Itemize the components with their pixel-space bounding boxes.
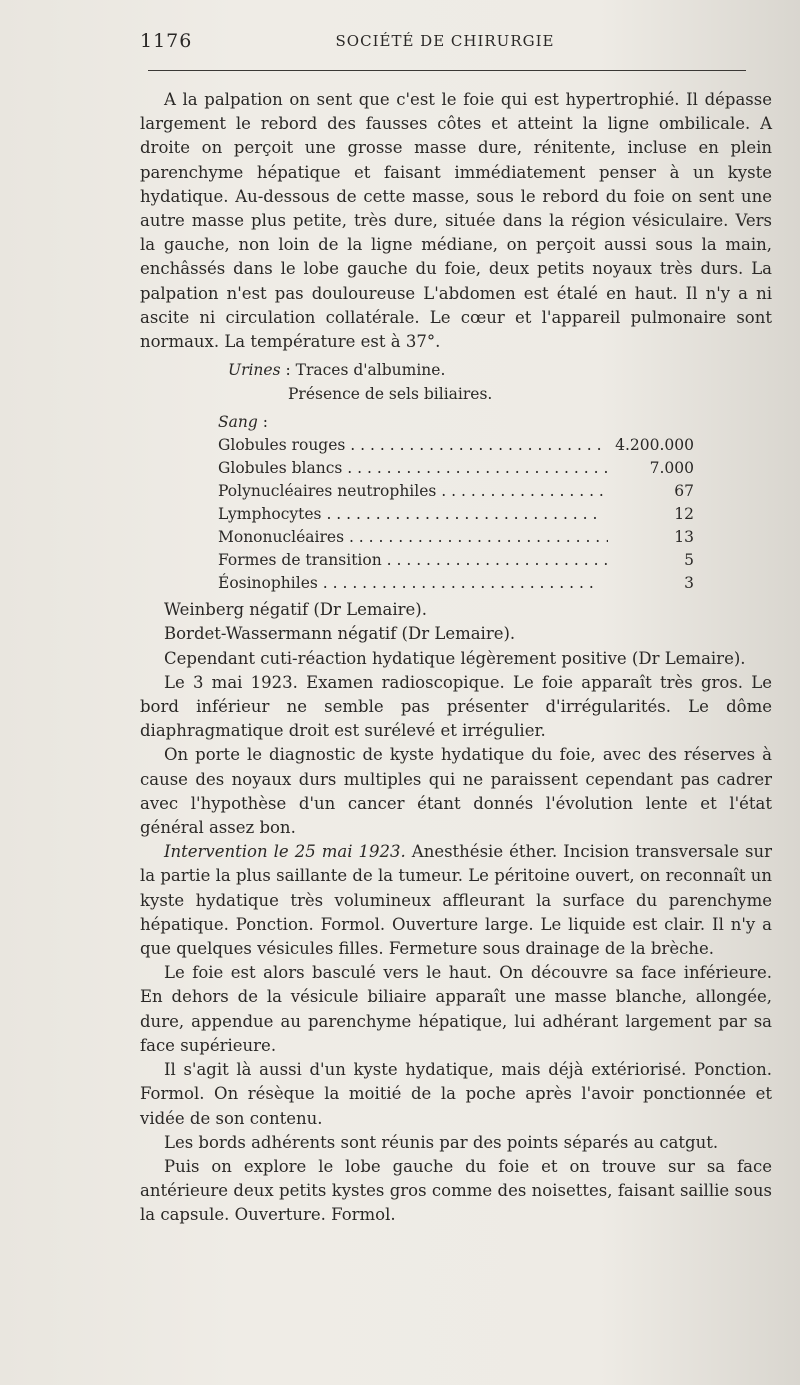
left-lobe-paragraph: Puis on explore le lobe gauche du foie et on trouve sur sa face antérieure deux petits kystes gros comme des noisettes, faisant saillie sous la capsule. Ouverture. Formol. xyxy=(140,1156,772,1225)
blood-table xyxy=(218,434,694,595)
cuti-paragraph: Cependant cuti-réaction hydatique légèrement positive (Dr Lemaire). xyxy=(164,648,746,668)
leader-dots xyxy=(344,528,608,546)
leader-dots xyxy=(436,482,608,500)
row-label: Mononucléaires xyxy=(218,528,345,547)
page-number: 1176 xyxy=(140,30,193,52)
row-label: Polynucléaires neutrophiles xyxy=(218,482,437,501)
table-row xyxy=(218,526,694,549)
sang-suffix: : xyxy=(257,413,268,432)
row-value: 5 xyxy=(684,551,694,570)
leader-dots xyxy=(382,551,608,569)
urines-line1: : Traces d'albumine. xyxy=(280,361,446,380)
row-label: Formes de transition xyxy=(218,551,382,570)
leader-dots xyxy=(318,574,594,592)
urines-line xyxy=(140,358,772,382)
page-header xyxy=(140,30,750,58)
intervention-text: Anesthésie éther. Incision transversale sur la partie la plus saillante de la tumeur. Le péritoine ouvert, on reconnaît un kyste hydatique très volumineux affleurant la surface du parenchyme hépatique. Ponction. Formol. Ouverture large. Le liquide est clair. Il n'y a que quelques vésicules filles. Fermeture sous drainage de la brèche. xyxy=(140,842,773,959)
row-label: Éosinophiles xyxy=(218,574,318,593)
diagnosis-paragraph: On porte le diagnostic de kyste hydatique du foie, avec des réserves à cause des noyaux durs multiples qui ne paraissent cependant pas cadrer avec l'hypothèse d'un cancer étant donnés l'évolution lente et l'état général assez bon. xyxy=(140,745,772,838)
radioscopy-paragraph: Le 3 mai 1923. Examen radioscopique. Le foie apparaît très gros. Le bord inférieur ne semble pas présenter d'irrégularités. Le dôme diaphragmatique droit est surélevé et irrégulier. xyxy=(140,672,772,741)
table-row xyxy=(218,480,694,503)
table-row xyxy=(218,549,694,572)
liver-tilt-paragraph: Le foie est alors basculé vers le haut. On découvre sa face inférieure. En dehors de la vésicule biliaire apparaît une masse blanche, allongée, dure, appendue au parenchyme hépatique, lui adhérant largement par sa face supérieure. xyxy=(140,963,772,1055)
table-row xyxy=(218,434,694,457)
row-value: 13 xyxy=(674,528,694,547)
urines-line2: Présence de sels biliaires. xyxy=(288,385,493,404)
bordet-line: Bordet-Wassermann négatif (Dr Lemaire). xyxy=(164,624,516,644)
sang-label: Sang xyxy=(218,413,258,432)
row-value: 4.200.000 xyxy=(615,436,694,455)
leader-dots xyxy=(322,505,598,523)
urines-label: Urines xyxy=(228,361,281,380)
row-value: 12 xyxy=(674,505,694,524)
intervention-paragraph xyxy=(140,840,772,961)
leader-dots xyxy=(345,436,608,454)
table-row xyxy=(218,457,694,480)
row-label: Globules blancs xyxy=(218,459,343,478)
row-label: Lymphocytes xyxy=(218,505,322,524)
row-label: Globules rouges xyxy=(218,436,346,455)
second-cyst-paragraph: Il s'agit là aussi d'un kyste hydatique, mais déjà extériorisé. Ponction. Formol. On résèque la moitié de la poche après l'avoir ponctionnée et vidée de son contenu. xyxy=(140,1060,772,1128)
table-row xyxy=(218,572,694,595)
row-value: 67 xyxy=(674,482,694,501)
header-rule xyxy=(148,70,746,71)
body-text xyxy=(140,88,772,1228)
edges-paragraph: Les bords adhérents sont réunis par des points séparés au catgut. xyxy=(164,1132,719,1152)
row-value: 3 xyxy=(684,574,694,593)
row-value: 7.000 xyxy=(649,459,694,478)
leader-dots xyxy=(342,459,608,477)
intervention-label: Intervention le 25 mai 1923. xyxy=(164,842,406,862)
running-title: SOCIÉTÉ DE CHIRURGIE xyxy=(335,32,555,50)
intro-paragraph: A la palpation on sent que c'est le foie qui est hypertrophié. Il dépasse largement le rebord des fausses côtes et atteint la ligne ombilicale. A droite on perçoit une grosse masse dure, rénitente, incluse en plein parenchyme hépatique et faisant immédiatement penser à un kyste hydatique. Au-dessous de cette masse, sous le rebord du foie on sent une autre masse plus petite, très dure, située dans la région vésiculaire. Vers la gauche, non loin de la ligne médiane, on perçoit aussi sous la main, enchâssés dans le lobe gauche du foie, deux petits noyaux très durs. La palpation n'est pas douloureuse L'abdomen est étalé en haut. Il n'y a ni ascite ni circulation collatérale. Le cœur et l'appareil pulmonaire sont normaux. La température est à 37°. xyxy=(140,90,772,352)
weinberg-line: Weinberg négatif (Dr Lemaire). xyxy=(164,600,427,620)
table-row xyxy=(218,503,694,526)
sang-heading xyxy=(140,410,772,434)
